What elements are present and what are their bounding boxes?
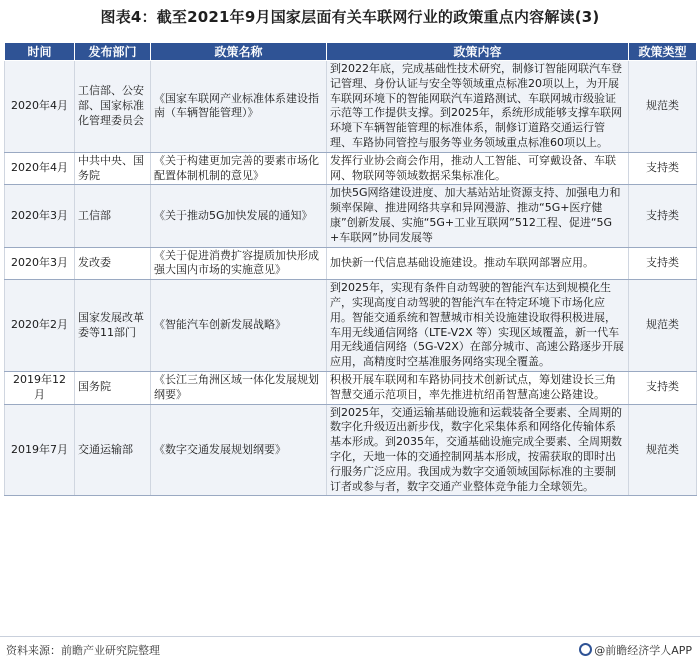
cell-policy-name: 《关于促进消费扩容提质加快形成强大国内市场的实施意见》 — [151, 247, 327, 280]
cell-time: 2020年4月 — [5, 61, 75, 153]
cell-dept: 工信部 — [75, 185, 151, 247]
cell-policy-type: 支持类 — [629, 152, 697, 185]
cell-policy-type: 规范类 — [629, 280, 697, 372]
source-note: 资料来源：前瞻产业研究院整理 — [6, 644, 160, 657]
header-type: 政策类型 — [629, 43, 697, 61]
cell-policy-type: 规范类 — [629, 61, 697, 153]
cell-policy-name: 《智能汽车创新发展战略》 — [151, 280, 327, 372]
header-content: 政策内容 — [327, 43, 629, 61]
table-row — [5, 247, 697, 280]
footer-divider — [0, 636, 700, 637]
table-row — [5, 185, 697, 247]
cell-time: 2020年3月 — [5, 185, 75, 247]
cell-time: 2020年3月 — [5, 247, 75, 280]
cell-dept: 工信部、公安部、国家标准化管理委员会 — [75, 61, 151, 153]
table-header-row — [5, 43, 697, 61]
table-row — [5, 61, 697, 153]
cell-policy-type: 支持类 — [629, 185, 697, 247]
cell-policy-name: 《国家车联网产业标准体系建设指南（车辆智能管理）》 — [151, 61, 327, 153]
cell-policy-type: 支持类 — [629, 371, 697, 404]
policy-table — [4, 42, 697, 496]
header-dept: 发布部门 — [75, 43, 151, 61]
cell-dept: 中共中央、国务院 — [75, 152, 151, 185]
cell-policy-type: 支持类 — [629, 247, 697, 280]
cell-policy-type: 规范类 — [629, 404, 697, 496]
cell-policy-content: 加快新一代信息基础设施建设。推动车联网部署应用。 — [327, 247, 629, 280]
cell-policy-content: 发挥行业协会商会作用，推动人工智能、可穿戴设备、车联网、物联网等领域数据采集标准化。 — [327, 152, 629, 185]
cell-dept: 国家发展改革委等11部门 — [75, 280, 151, 372]
header-name: 政策名称 — [151, 43, 327, 61]
cell-time: 2020年4月 — [5, 152, 75, 185]
chart-title: 图表4：截至2021年9月国家层面有关车联网行业的政策重点内容解读(3) — [100, 8, 600, 26]
table-row — [5, 280, 697, 372]
header-time: 时间 — [5, 43, 75, 61]
cell-time: 2019年12月 — [5, 371, 75, 404]
brand-credit-text: @前瞻经济学人APP — [594, 644, 692, 657]
table-row — [5, 152, 697, 185]
cell-time: 2020年2月 — [5, 280, 75, 372]
brand-credit — [579, 642, 692, 658]
cell-policy-name: 《长江三角洲区域一体化发展规划纲要》 — [151, 371, 327, 404]
cell-dept: 国务院 — [75, 371, 151, 404]
cell-policy-content: 到2022年底，完成基础性技术研究，制修订智能网联汽车登记管理、身份认证与安全等领域重点标准20项以上，为开展车联网环境下的智能网联汽车道路测试、车联网城市级验证示范等工作提供支撑。到2025年，系统形成能够支撑车联网环境下车辆智能管理的标准体系，制修订道路交通运行管理、车路协同管控与服务等业务领域重点标准60项以上。 — [327, 61, 629, 153]
cell-dept: 交通运输部 — [75, 404, 151, 496]
cell-policy-name: 《关于推动5G加快发展的通知》 — [151, 185, 327, 247]
cell-policy-content: 到2025年，交通运输基础设施和运载装备全要素、全周期的数字化升级迈出新步伐，数字化采集体系和网络化传输体系基本形成。到2035年，交通基础设施完成全要素、全周期数字化，天地一体的交通控制网基本形成，按需获取的即时出行服务广泛应用。我国成为数字交通领域国际标准的主要制订者或参与者，数字交通产业整体竞争能力全球领先。 — [327, 404, 629, 496]
cell-policy-content: 积极开展车联网和车路协同技术创新试点，筹划建设长三角智慧交通示范项目，率先推进杭绍甬智慧高速公路建设。 — [327, 371, 629, 404]
table-row — [5, 371, 697, 404]
cell-policy-content: 到2025年，实现有条件自动驾驶的智能汽车达到规模化生产，实现高度自动驾驶的智能汽车在特定环境下市场化应用。智能交通系统和智慧城市相关设施建设取得积极进展，车用无线通信网络（LTE-V2X 等）实现区域覆盖，新一代车用无线通信网络（5G-V2X）在部分城市、高速公路逐步开展应用，高精度时空基准服务网络实现全覆盖。 — [327, 280, 629, 372]
cell-policy-content: 加快5G网络建设进度、加大基站站址资源支持、加强电力和频率保障、推进网络共享和异网漫游、推动“5G+医疗健康”创新发展、实施“5G+工业互联网”512工程、促进“5G+车联网”协同发展等 — [327, 185, 629, 247]
cell-dept: 发改委 — [75, 247, 151, 280]
table-row — [5, 404, 697, 496]
cell-time: 2019年7月 — [5, 404, 75, 496]
brand-logo-icon — [579, 643, 592, 656]
cell-policy-name: 《数字交通发展规划纲要》 — [151, 404, 327, 496]
cell-policy-name: 《关于构建更加完善的要素市场化配置体制机制的意见》 — [151, 152, 327, 185]
